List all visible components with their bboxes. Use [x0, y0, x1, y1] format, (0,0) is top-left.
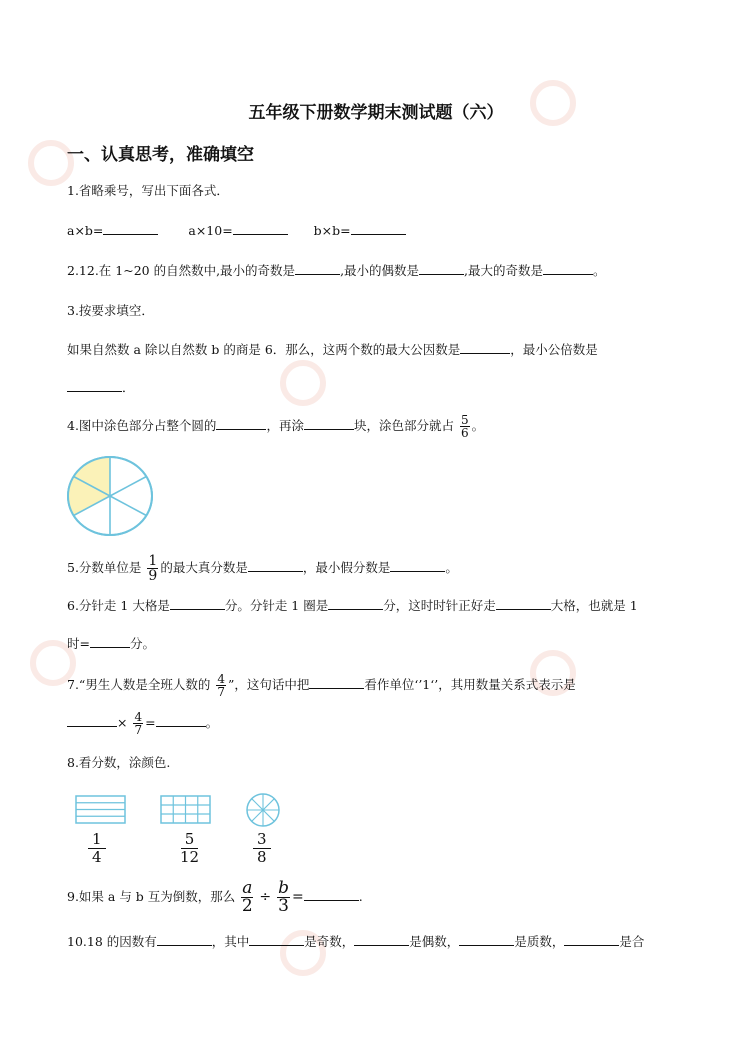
rectangle-twelfths-figure [160, 795, 212, 825]
question-4: 4.图中涂色部分占整个圆的 ，再涂 块，涂色部分就占 $\frac{5}{6}$ 。 [67, 413, 485, 440]
answer-blank[interactable] [295, 262, 340, 275]
answer-blank[interactable] [496, 597, 551, 610]
fraction: $\frac{4}{7}$ [134, 710, 143, 737]
question-1: 1.省略乘号，写出下面各式． [67, 183, 229, 198]
answer-blank[interactable] [419, 262, 464, 275]
answer-blank[interactable] [351, 222, 406, 235]
answer-blank[interactable] [304, 888, 359, 901]
question-6-cont: 时= 分。 [67, 636, 155, 651]
question-7-cont: × $\frac{4}{7}$ = 。 [67, 711, 218, 736]
question-5: 5.分数单位是 $\frac{1}{9}$ 的最大真分数是 ，最小假分数是 。 [67, 553, 458, 584]
question-9: 9.如果 a 与 b 互为倒数，那么 $\frac{a}{2}$ ÷ $\frac{b}{3}$ = . [67, 878, 363, 916]
rectangle-fourths-figure [75, 795, 127, 825]
fraction: $\frac{5}{6}$ [460, 413, 469, 440]
answer-blank[interactable] [309, 676, 364, 689]
fraction: $\frac{4}{7}$ [217, 672, 225, 699]
answer-blank[interactable] [354, 933, 409, 946]
fraction-label: 5 12 [180, 830, 200, 866]
question-3-body: 如果自然数 a 除以自然数 b 的商是 6．那么，这两个数的最大公因数是 ，最小公倍数是 [67, 342, 598, 357]
answer-blank[interactable] [156, 714, 206, 727]
section-heading: 一、认真思考，准确填空 [67, 145, 254, 165]
answer-blank[interactable] [564, 933, 619, 946]
watermark-logo [280, 360, 326, 406]
circle-figure [66, 455, 156, 537]
answer-blank[interactable] [543, 262, 593, 275]
answer-blank[interactable] [67, 379, 122, 392]
fraction: $\frac{b}{3}$ [278, 878, 289, 916]
fraction: $\frac{1}{9}$ [148, 553, 158, 584]
answer-blank[interactable] [157, 933, 212, 946]
question-1-expressions: a×b= a×10= b×b= [67, 222, 406, 238]
answer-blank[interactable] [249, 933, 304, 946]
fraction: $\frac{a}{2}$ [241, 878, 253, 916]
answer-blank[interactable] [90, 635, 130, 648]
question-10: 10.18 的因数有 ，其中 是奇数， 是偶数， 是质数， 是合 [67, 934, 645, 949]
answer-blank[interactable] [248, 559, 303, 572]
answer-blank[interactable] [170, 597, 225, 610]
question-2: 2.12.在 1~20 的自然数中,最小的奇数是 ,最小的偶数是 ,最大的奇数是 。 [67, 263, 606, 278]
circle-eighths-figure [245, 792, 281, 828]
answer-blank[interactable] [216, 417, 266, 430]
answer-blank[interactable] [103, 222, 158, 235]
question-8: 8.看分数，涂颜色. [67, 755, 171, 770]
answer-blank[interactable] [390, 559, 445, 572]
answer-blank[interactable] [328, 597, 383, 610]
question-3: 3.按要求填空． [67, 303, 154, 318]
answer-blank[interactable] [304, 417, 354, 430]
answer-blank[interactable] [460, 341, 510, 354]
question-3-body-cont: ． [67, 378, 135, 396]
question-7: 7.“男生人数是全班人数的 $\frac{4}{7}$ ”，这句话中把 看作单位‘’1‘’，其用数量关系式表示是 [67, 672, 576, 699]
question-6: 6.分针走 1 大格是 分。分针走 1 圈是 分，这时时针正好走 大格，也就是 1 [67, 598, 638, 613]
fraction-label: 3 8 [253, 831, 271, 866]
page-title: 五年级下册数学期末测试题（六） [248, 103, 504, 123]
fraction-label: 1 4 [88, 831, 106, 866]
answer-blank[interactable] [459, 933, 514, 946]
answer-blank[interactable] [233, 222, 288, 235]
answer-blank[interactable] [67, 714, 117, 727]
